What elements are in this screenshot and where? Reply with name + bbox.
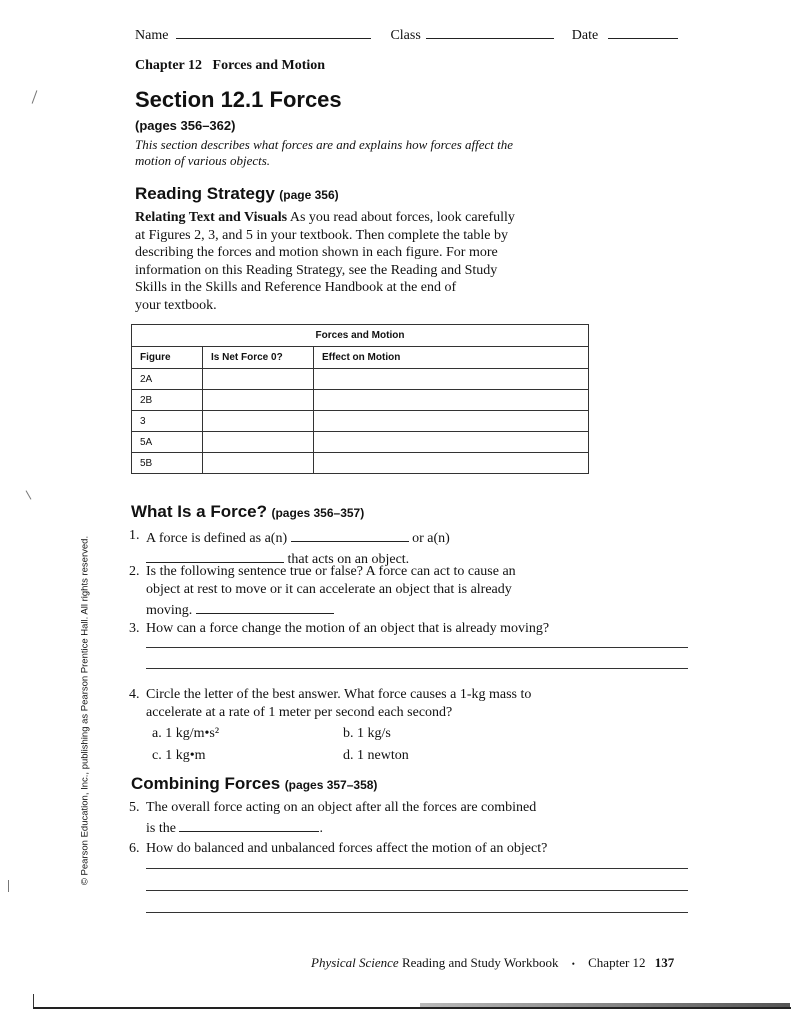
figure-cell: 2B (132, 390, 203, 411)
table-row (132, 369, 589, 390)
q6-answer-line[interactable] (146, 912, 688, 913)
strategy-line: Skills in the Skills and Reference Handbook at the end of (135, 280, 457, 295)
question-number: 6. (129, 841, 140, 856)
section-title: Section 12.1 Forces (135, 87, 342, 112)
q2-line (146, 599, 666, 620)
scan-mark (33, 994, 34, 1008)
strategy-bold: Relating Text and Visuals (135, 210, 288, 225)
q3-answer-line[interactable] (146, 668, 688, 669)
q1-text-or: or a(n) (412, 531, 450, 546)
question-2 (129, 563, 666, 620)
choice-letter: c. (152, 748, 162, 763)
figure-cell: 5A (132, 432, 203, 453)
choice-text: 1 kg•m (165, 748, 206, 763)
effect-cell[interactable] (314, 369, 589, 390)
choice-text: 1 kg/s (357, 726, 391, 741)
net-force-cell[interactable] (203, 453, 314, 474)
description-line: This section describes what forces are and explains how forces affect the (135, 137, 514, 152)
net-force-cell[interactable] (203, 432, 314, 453)
q2-line: Is the following sentence true or false? A force can act to cause an (146, 564, 516, 579)
effect-cell[interactable] (314, 390, 589, 411)
q3-answer-line[interactable] (146, 647, 688, 648)
effect-cell[interactable] (314, 453, 589, 474)
q2-line: object at rest to move or it can accelerate an object that is already (146, 582, 512, 597)
bottom-border (33, 1007, 791, 1009)
q5-text-end: is the (146, 821, 176, 836)
section-pages: (pages 356–362) (135, 118, 236, 133)
table-row (132, 390, 589, 411)
q3-text: How can a force change the motion of an object that is already moving? (146, 621, 550, 636)
strategy-line: describing the forces and motion shown in each figure. For more (135, 245, 498, 260)
what-is-force-title: What Is a Force? (131, 502, 268, 521)
choice-letter: b. (343, 726, 354, 741)
name-blank[interactable] (176, 24, 371, 39)
effect-cell[interactable] (314, 432, 589, 453)
net-force-cell[interactable] (203, 411, 314, 432)
q4-line: accelerate at a rate of 1 meter per second each second? (146, 705, 453, 720)
chapter-heading (135, 58, 325, 74)
scan-mark (32, 90, 38, 103)
chapter-title: Forces and Motion (212, 58, 326, 73)
combining-forces-title: Combining Forces (131, 774, 281, 793)
table-row (132, 453, 589, 474)
reading-strategy-text (135, 209, 575, 314)
choice-c[interactable] (152, 748, 206, 764)
footer-book-rest: Reading and Study Workbook (398, 955, 559, 970)
class-blank[interactable] (426, 24, 554, 39)
footer-bullet: • (571, 959, 575, 969)
table-row (132, 411, 589, 432)
question-number: 5. (129, 800, 140, 815)
page-footer (311, 955, 674, 971)
question-6 (129, 840, 706, 858)
chapter-label: Chapter 12 (135, 58, 203, 73)
choice-a[interactable] (152, 726, 219, 742)
q1-text-end: that acts on an object. (287, 552, 410, 567)
q5-blank[interactable] (179, 817, 319, 832)
scan-mark (8, 880, 9, 892)
reading-strategy-page: (page 356) (279, 188, 339, 202)
col-header-net-force: Is Net Force 0? (203, 347, 314, 369)
header-fields (135, 24, 695, 44)
section-description (135, 137, 513, 169)
q5-line: The overall force acting on an object after all the forces are combined (146, 800, 537, 815)
scan-mark (26, 490, 32, 499)
choice-d[interactable] (343, 748, 409, 764)
col-header-figure: Figure (132, 347, 203, 369)
strategy-line (135, 209, 575, 227)
scan-shadow (420, 1003, 790, 1007)
question-number: 3. (129, 621, 140, 636)
strategy-line: information on this Reading Strategy, see the Reading and Study (135, 262, 498, 278)
table-title: Forces and Motion (132, 325, 589, 347)
question-number: 4. (129, 687, 140, 702)
q1-blank-2[interactable] (146, 548, 284, 563)
question-3 (129, 620, 706, 638)
q4-line: Circle the letter of the best answer. What force causes a 1-kg mass to (146, 687, 532, 702)
date-blank[interactable] (608, 24, 678, 39)
figure-cell: 2A (132, 369, 203, 390)
figure-cell: 5B (132, 453, 203, 474)
question-number: 1. (129, 528, 140, 543)
q6-answer-line[interactable] (146, 890, 688, 891)
q6-answer-line[interactable] (146, 868, 688, 869)
combining-forces-pages: (pages 357–358) (284, 778, 378, 792)
q2-text-end: moving. (146, 603, 193, 618)
choice-letter: d. (343, 748, 354, 763)
net-force-cell[interactable] (203, 390, 314, 411)
question-number: 2. (129, 564, 140, 579)
choice-b[interactable] (343, 726, 391, 742)
q1-text: A force is defined as a(n) (146, 531, 288, 546)
net-force-cell[interactable] (203, 369, 314, 390)
question-5 (129, 799, 666, 838)
date-label: Date (571, 28, 599, 43)
figure-cell: 3 (132, 411, 203, 432)
strategy-line: at Figures 2, 3, and 5 in your textbook. Then complete the table by (135, 227, 508, 243)
effect-cell[interactable] (314, 411, 589, 432)
footer-page-number: 137 (654, 955, 675, 970)
q5-line: is the . (146, 817, 666, 838)
reading-strategy-title: Reading Strategy (135, 184, 275, 203)
col-header-effect: Effect on Motion (314, 347, 589, 369)
reading-strategy-heading (135, 184, 339, 204)
what-is-force-heading (131, 502, 364, 522)
footer-chapter: Chapter 12 (588, 955, 646, 970)
combining-forces-heading (131, 774, 377, 794)
what-is-force-pages: (pages 356–357) (271, 506, 365, 520)
q6-text: How do balanced and unbalanced forces affect the motion of an object? (146, 841, 548, 856)
description-line: motion of various objects. (135, 153, 271, 168)
choice-letter: a. (152, 726, 162, 741)
footer-book-title: Physical Science (311, 955, 399, 970)
strategy-line: your textbook. (135, 297, 217, 313)
class-label: Class (390, 28, 421, 43)
choice-text: 1 newton (357, 748, 409, 763)
copyright-notice: © Pearson Education, Inc., publishing as Pearson Prentice Hall. All rights reserved. (79, 535, 91, 886)
question-4 (129, 686, 666, 722)
strategy-text: As you read about forces, look carefully (287, 210, 515, 225)
choice-text: 1 kg/m•s² (165, 726, 220, 741)
forces-motion-table (131, 324, 589, 474)
name-label: Name (135, 28, 169, 43)
q1-blank-1[interactable] (291, 527, 409, 542)
q2-blank[interactable] (196, 599, 334, 614)
table-row (132, 432, 589, 453)
